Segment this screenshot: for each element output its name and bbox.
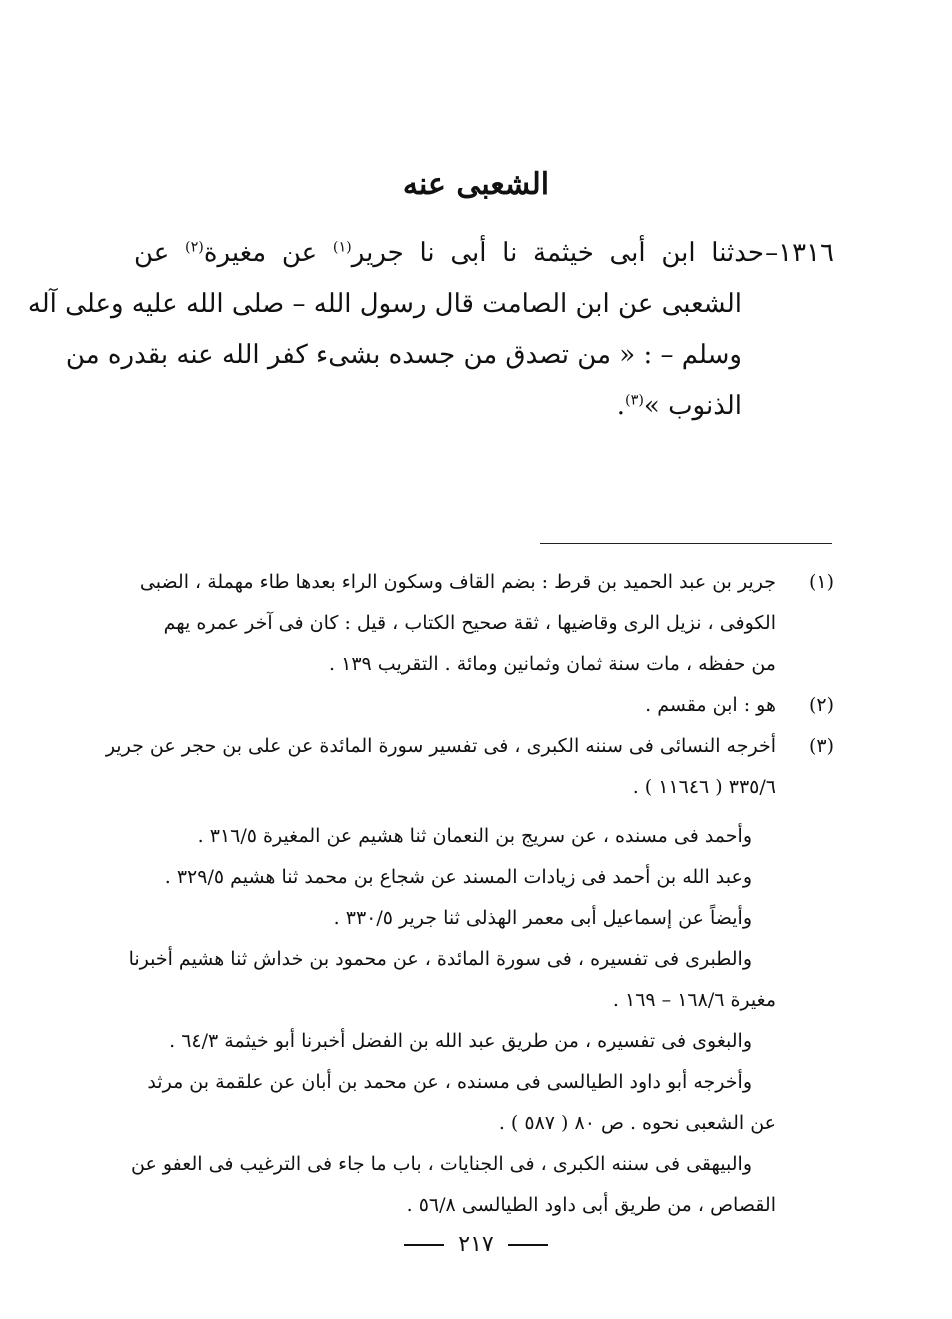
hadith-text xyxy=(27,228,835,432)
footnote-ref-3[interactable]: (٣) xyxy=(625,392,644,409)
footnote-separator xyxy=(540,543,832,544)
hadith-text-part: عن مغيرة xyxy=(203,238,333,268)
footnote-marker: (٣) xyxy=(808,735,834,757)
spacer xyxy=(134,808,834,816)
footnote-line: وأخرجه أبو داود الطيالسى فى مسنده ، عن محمد بن أبان عن علقمة بن مرثد xyxy=(147,1071,752,1093)
footnote-line: عن الشعبى نحوه . ص ٨٠ ( ٥٨٧ ) . xyxy=(498,1112,776,1134)
footnote-line: والطبرى فى تفسيره ، فى سورة المائدة ، عن محمود بن خداش ثنا هشيم أخبرنا xyxy=(128,948,752,970)
footnote-line: الكوفى ، نزيل الرى وقاضيها ، ثقة صحيح الكتاب ، قيل : كان فى آخر عمره يهم xyxy=(163,612,776,634)
footnotes xyxy=(105,562,834,1226)
footnote-line: القصاص ، من طريق أبى داود الطيالسى ٥٦/٨ . xyxy=(406,1194,776,1216)
hadith-text-part: حدثنا ابن أبى خيثمة نا أبى نا جرير xyxy=(351,238,765,268)
hadith-line-3: وسلم – : « من تصدق من جسده بشىء كفر الله عنه بقدره من xyxy=(65,340,742,370)
footnote-ref-2[interactable]: (٢) xyxy=(185,239,204,256)
footnote-2 xyxy=(134,685,834,726)
hadith-number: ١٣١٦– xyxy=(765,238,835,268)
footnote-text: هو : ابن مقسم . xyxy=(645,694,776,716)
footnote-line: من حفظه ، مات سنة ثمان وثمانين ومائة . التقريب ١٣٩ . xyxy=(329,653,776,675)
hadith-text-part: الذنوب » xyxy=(643,391,742,421)
footnote-text: أخرجه النسائى فى سننه الكبرى ، فى تفسير سورة المائدة عن على بن حجر عن جرير xyxy=(105,735,776,757)
footnote-line: مغيرة ١٦٨/٦ – ١٦٩ . xyxy=(612,989,776,1011)
footnote-text: جرير بن عبد الحميد بن قرط : بضم القاف وسكون الراء بعدها طاء مهملة ، الضبى xyxy=(139,571,776,593)
footnote-line: والبيهقى فى سننه الكبرى ، فى الجنايات ، باب ما جاء فى الترغيب فى العفو عن xyxy=(131,1153,752,1175)
page-footer xyxy=(0,1225,952,1265)
hadith-line-4 xyxy=(134,381,834,432)
footnote-marker: (٢) xyxy=(808,694,834,716)
footnote-marker: (١) xyxy=(808,571,834,593)
footnote-line: ٣٣٥/٦ ( ١١٦٤٦ ) . xyxy=(632,776,776,798)
hadith-line-2: الشعبى عن ابن الصامت قال رسول الله – صلى الله عليه وعلى آله xyxy=(27,289,742,319)
hadith-text-part: . xyxy=(616,391,626,421)
footnote-line: وعبد الله بن أحمد فى زيادات المسند عن شجاع بن محمد ثنا هشيم ٣٢٩/٥ . xyxy=(164,866,752,888)
hadith-text-part: عن xyxy=(134,238,186,268)
footnote-line: والبغوى فى تفسيره ، من طريق عبد الله بن الفضل أخبرنا أبو خيثمة ٦٤/٣ . xyxy=(169,1030,752,1052)
footnote-line: وأيضاً عن إسماعيل أبى معمر الهذلى ثنا جرير ٣٣٠/٥ . xyxy=(333,907,752,929)
section-title: الشعبى عنه xyxy=(402,167,550,202)
footnote-1 xyxy=(134,562,834,603)
page-number: ٢١٧ xyxy=(458,1232,494,1257)
footer-dash xyxy=(404,1244,444,1246)
hadith-line-1 xyxy=(134,228,834,279)
footnote-ref-1[interactable]: (١) xyxy=(332,239,352,256)
footnote-3 xyxy=(105,726,834,767)
footnote-line: وأحمد فى مسنده ، عن سريج بن النعمان ثنا هشيم عن المغيرة ٣١٦/٥ . xyxy=(197,825,752,847)
footer-dash xyxy=(508,1244,548,1246)
